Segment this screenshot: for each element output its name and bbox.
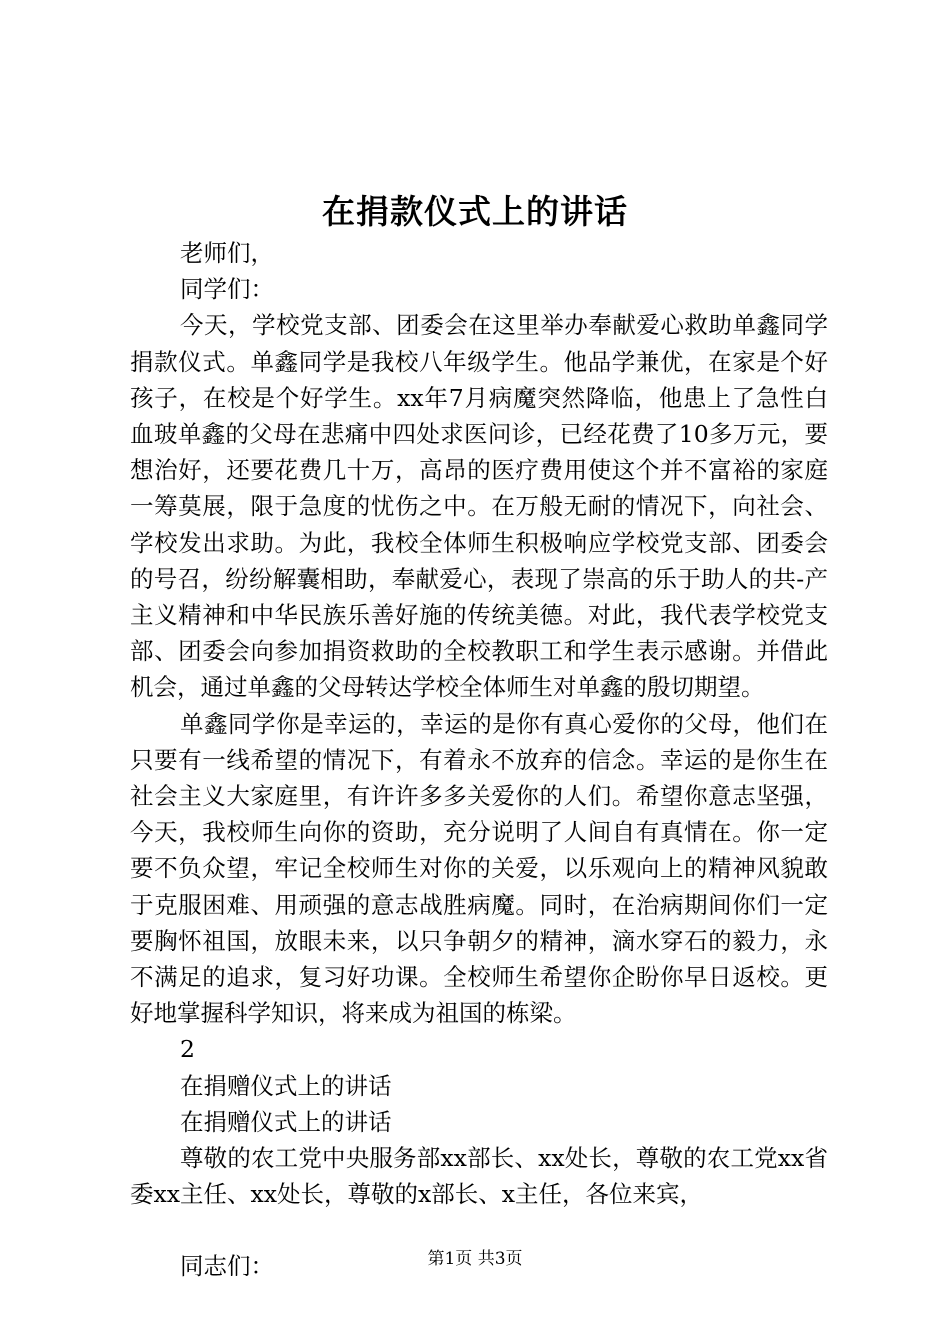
number-line: 2 [180, 1035, 195, 1064]
paragraph-3: 尊敬的农工党中央服务部xx部长、xx处长，尊敬的农工党xx省委xx主任、xx处长，尊敬的x部长、x主任，各位来宾， [130, 1144, 828, 1209]
greeting-students: 同学们： [180, 275, 274, 304]
greeting-teachers: 老师们， [180, 239, 274, 267]
subtitle-2: 在捐赠仪式上的讲话 [180, 1107, 392, 1136]
subtitle-1: 在捐赠仪式上的讲话 [180, 1071, 392, 1100]
document-body [130, 235, 828, 1285]
page-footer: 第1页 共3页 [427, 1249, 523, 1269]
greeting-comrades: 同志们： [180, 1252, 274, 1281]
paragraph-2: 单鑫同学你是幸运的，幸运的是你有真心爱你的父母，他们在只要有一线希望的情况下，有着永不放弃的信念。幸运的是你生在社会主义大家庭里，有许许多多关爱你的人们。希望你意志坚强，今天，我校师生向你的资助，充分说明了人间自有真情在。你一定要不负众望，牢记全校师生对你的关爱，以乐观向上的精神风貌敢于克服困难、用顽强的意志战胜病魔。同时，在治病期间你们一定要胸怀祖国，放眼未来，以只争朝夕的精神，滴水穿石的毅力，永不满足的追求，复习好功课。全校师生希望你企盼你早日返校。更好地掌握科学知识，将来成为祖国的栋梁。 [130, 709, 828, 1028]
document-title: 在捐款仪式上的讲话 [322, 192, 628, 231]
paragraph-1: 今天，学校党支部、团委会在这里举办奉献爱心救助单鑫同学捐款仪式。单鑫同学是我校八年级学生。他品学兼优，在家是个好孩子，在校是个好学生。xx年7月病魔突然降临，他患上了急性白血玻单鑫的父母在悲痛中四处求医问诊，已经花费了10多万元，要想治好，还要花费几十万，高昂的医疗费用使这个并不富裕的家庭一筹莫展，限于急度的忧伤之中。在万般无耐的情况下，向社会、学校发出求助。为此，我校全体师生积极响应学校党支部、团委会的号召，纷纷解囊相助，奉献爱心，表现了崇高的乐于助人的共-产主义精神和中华民族乐善好施的传统美德。对此，我代表学校党支部、团委会向参加捐资救助的全校教职工和学生表示感谢。并借此机会，通过单鑫的父母转达学校全体师生对单鑫的殷切期望。 [130, 311, 828, 702]
